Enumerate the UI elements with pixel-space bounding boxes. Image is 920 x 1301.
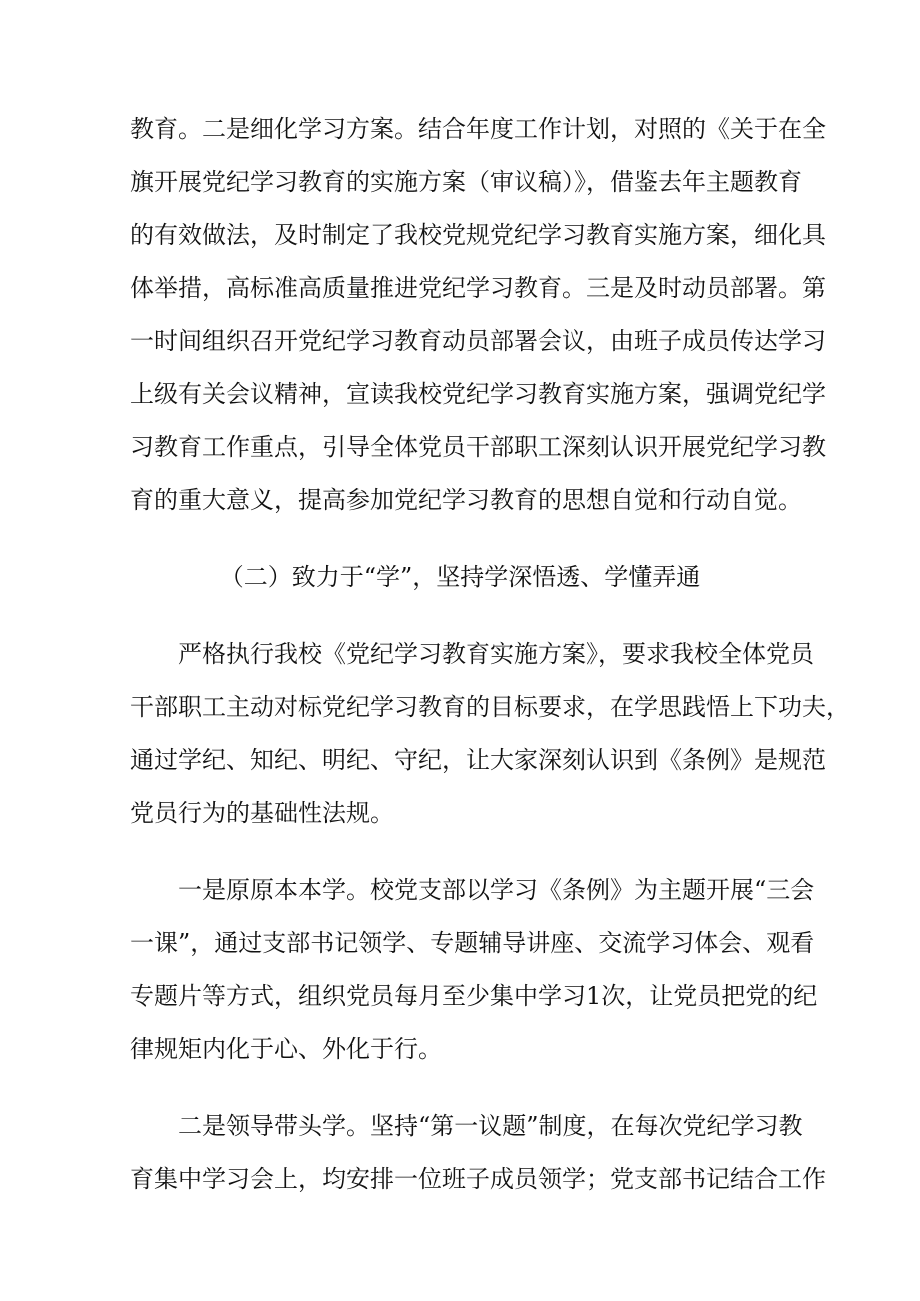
paragraph-3-line-3: 专题片等方式，组织党员每月至少集中学习1次，让党员把党的纪: [130, 982, 818, 1010]
paragraph-2-line-3: 通过学纪、知纪、明纪、守纪，让大家深刻认识到《条例》是规范: [130, 746, 826, 774]
paragraph-3-line-4: 律规矩内化于心、外化于行。: [130, 1035, 442, 1063]
paragraph-2-line-2: 干部职工主动对标党纪学习教育的目标要求，在学思践悟上下功夫，: [130, 693, 850, 721]
paragraph-4-line-1: 二是领导带头学。坚持“第一议题”制度，在每次党纪学习教: [178, 1112, 803, 1140]
paragraph-1-line-8: 育的重大意义，提高参加党纪学习教育的思想自觉和行动自觉。: [130, 486, 802, 514]
paragraph-1-line-3: 的有效做法，及时制定了我校党规党纪学习教育实施方案，细化具: [130, 221, 826, 249]
paragraph-1-line-7: 习教育工作重点，引导全体党员干部职工深刻认识开展党纪学习教: [130, 433, 826, 461]
paragraph-1-line-2: 旗开展党纪学习教育的实施方案（审议稿）》，借鉴去年主题教育: [130, 168, 802, 196]
paragraph-4-line-2: 育集中学习会上，均安排一位班子成员领学；党支部书记结合工作: [130, 1165, 826, 1193]
paragraph-1-line-4: 体举措，高标准高质量推进党纪学习教育。三是及时动员部署。第: [130, 274, 826, 302]
paragraph-1-line-6: 上级有关会议精神，宣读我校党纪学习教育实施方案，强调党纪学: [130, 380, 826, 408]
paragraph-2-line-1: 严格执行我校《党纪学习教育实施方案》，要求我校全体党员: [178, 640, 814, 668]
section-heading-2: （二）致力于“学”，坚持学深悟透、学懂弄通: [219, 563, 701, 591]
paragraph-3-line-1: 一是原原本本学。校党支部以学习《条例》为主题开展“三会: [178, 876, 815, 904]
paragraph-2-line-4: 党员行为的基础性法规。: [130, 799, 394, 827]
paragraph-1-line-5: 一时间组织召开党纪学习教育动员部署会议，由班子成员传达学习: [130, 327, 826, 355]
paragraph-3-line-2: 一课”，通过支部书记领学、专题辅导讲座、交流学习体会、观看: [130, 929, 815, 957]
paragraph-1-line-1: 教育。二是细化学习方案。结合年度工作计划，对照的《关于在全: [130, 115, 826, 143]
